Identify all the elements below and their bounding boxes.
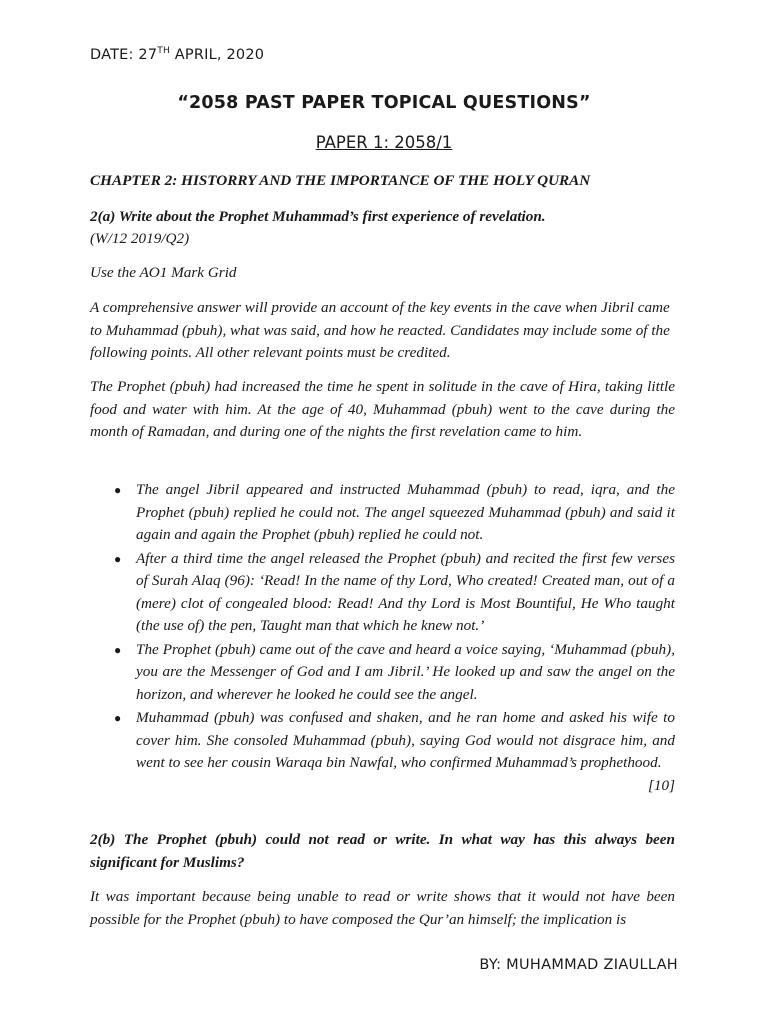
bullet-icon: ● — [114, 551, 122, 566]
answer-intro-paragraph: A comprehensive answer will provide an account of the key events in the cave when Jibril came to Muhammad (pbuh), what was said, and how he reacted. Candidates may include some of the following points. All other relevant points must be credited. — [90, 299, 670, 361]
author-byline: BY: MUHAMMAD ZIAULLAH — [479, 957, 678, 973]
bullet-icon: ● — [114, 483, 122, 497]
marks-allocation: [10] — [647, 776, 675, 794]
bullet-text: The angel Jibril appeared and instructed Muhammad (pbuh) to read, iqra, and the Prophet (pbuh) replied he could not. The angel squeezed Muhammad (pbuh) and said it again and again the Prophet (pbuh) replied he could not. — [136, 481, 675, 543]
bullet-icon: ● — [114, 711, 122, 725]
bullet-icon: ● — [114, 642, 122, 657]
bullet-text: The Prophet (pbuh) came out of the cave and heard a voice saying, ‘Muhammad (pbuh), you are the Messenger of God and I am Jibril.’ He looked up and saw the angel on the horizon, and wherever he looked he could see the angel. — [136, 640, 675, 703]
question-2a: 2(a) Write about the Prophet Muhammad’s first experience of revelation. — [90, 208, 546, 225]
answer-2b-paragraph: It was important because being unable to read or write shows that it would not have been possible for the Prophet (pbuh) to have composed the Qur’an himself; the implication is — [90, 888, 675, 928]
date-suffix: APRIL, 2020 — [169, 47, 265, 63]
bullet-text: After a third time the angel released the Prophet (pbuh) and recited the first few verses of Surah Alaq (96): ‘Read! In the name of thy Lord, Who created! Created man, out of a (mere) clot of congealed blood: Read! And thy Lord is Most Bountiful, He Who taught (the use of) the pen, Taught man that which he knew not.’ — [136, 549, 675, 634]
date-ordinal-suffix: TH — [157, 46, 170, 56]
list-item — [90, 639, 675, 707]
list-item — [90, 479, 675, 547]
question-2a-reference: (W/12 2019/Q2) — [90, 230, 190, 247]
answer-context-paragraph: The Prophet (pbuh) had increased the time he spent in solitude in the cave of Hira, taking little food and water with him. At the age of 40, Muhammad (pbuh) went to the cave during the month of Ramadan, and during one of the nights the first revelation came to him. — [90, 378, 675, 440]
answer-bullet-list — [90, 479, 675, 797]
document-date — [90, 46, 264, 63]
document-title: “2058 PAST PAPER TOPICAL QUESTIONS” — [177, 93, 591, 113]
paper-heading: PAPER 1: 2058/1 — [315, 133, 453, 152]
question-2b: 2(b) The Prophet (pbuh) could not read or write. In what way has this always been significant for Muslims? — [90, 831, 675, 871]
list-item — [90, 548, 675, 638]
date-prefix: DATE: 27 — [90, 47, 158, 63]
chapter-heading: CHAPTER 2: HISTORRY AND THE IMPORTANCE OF THE HOLY QURAN — [90, 172, 591, 189]
bullet-text: Muhammad (pbuh) was confused and shaken, and he ran home and asked his wife to cover him. She consoled Muhammad (pbuh), saying God would not disgrace him, and went to see her cousin Waraqa bin Nawfal, who confirmed Muhammad’s prophethood. — [136, 709, 675, 771]
mark-grid-note: Use the AO1 Mark Grid — [90, 264, 237, 281]
list-item — [90, 707, 675, 794]
